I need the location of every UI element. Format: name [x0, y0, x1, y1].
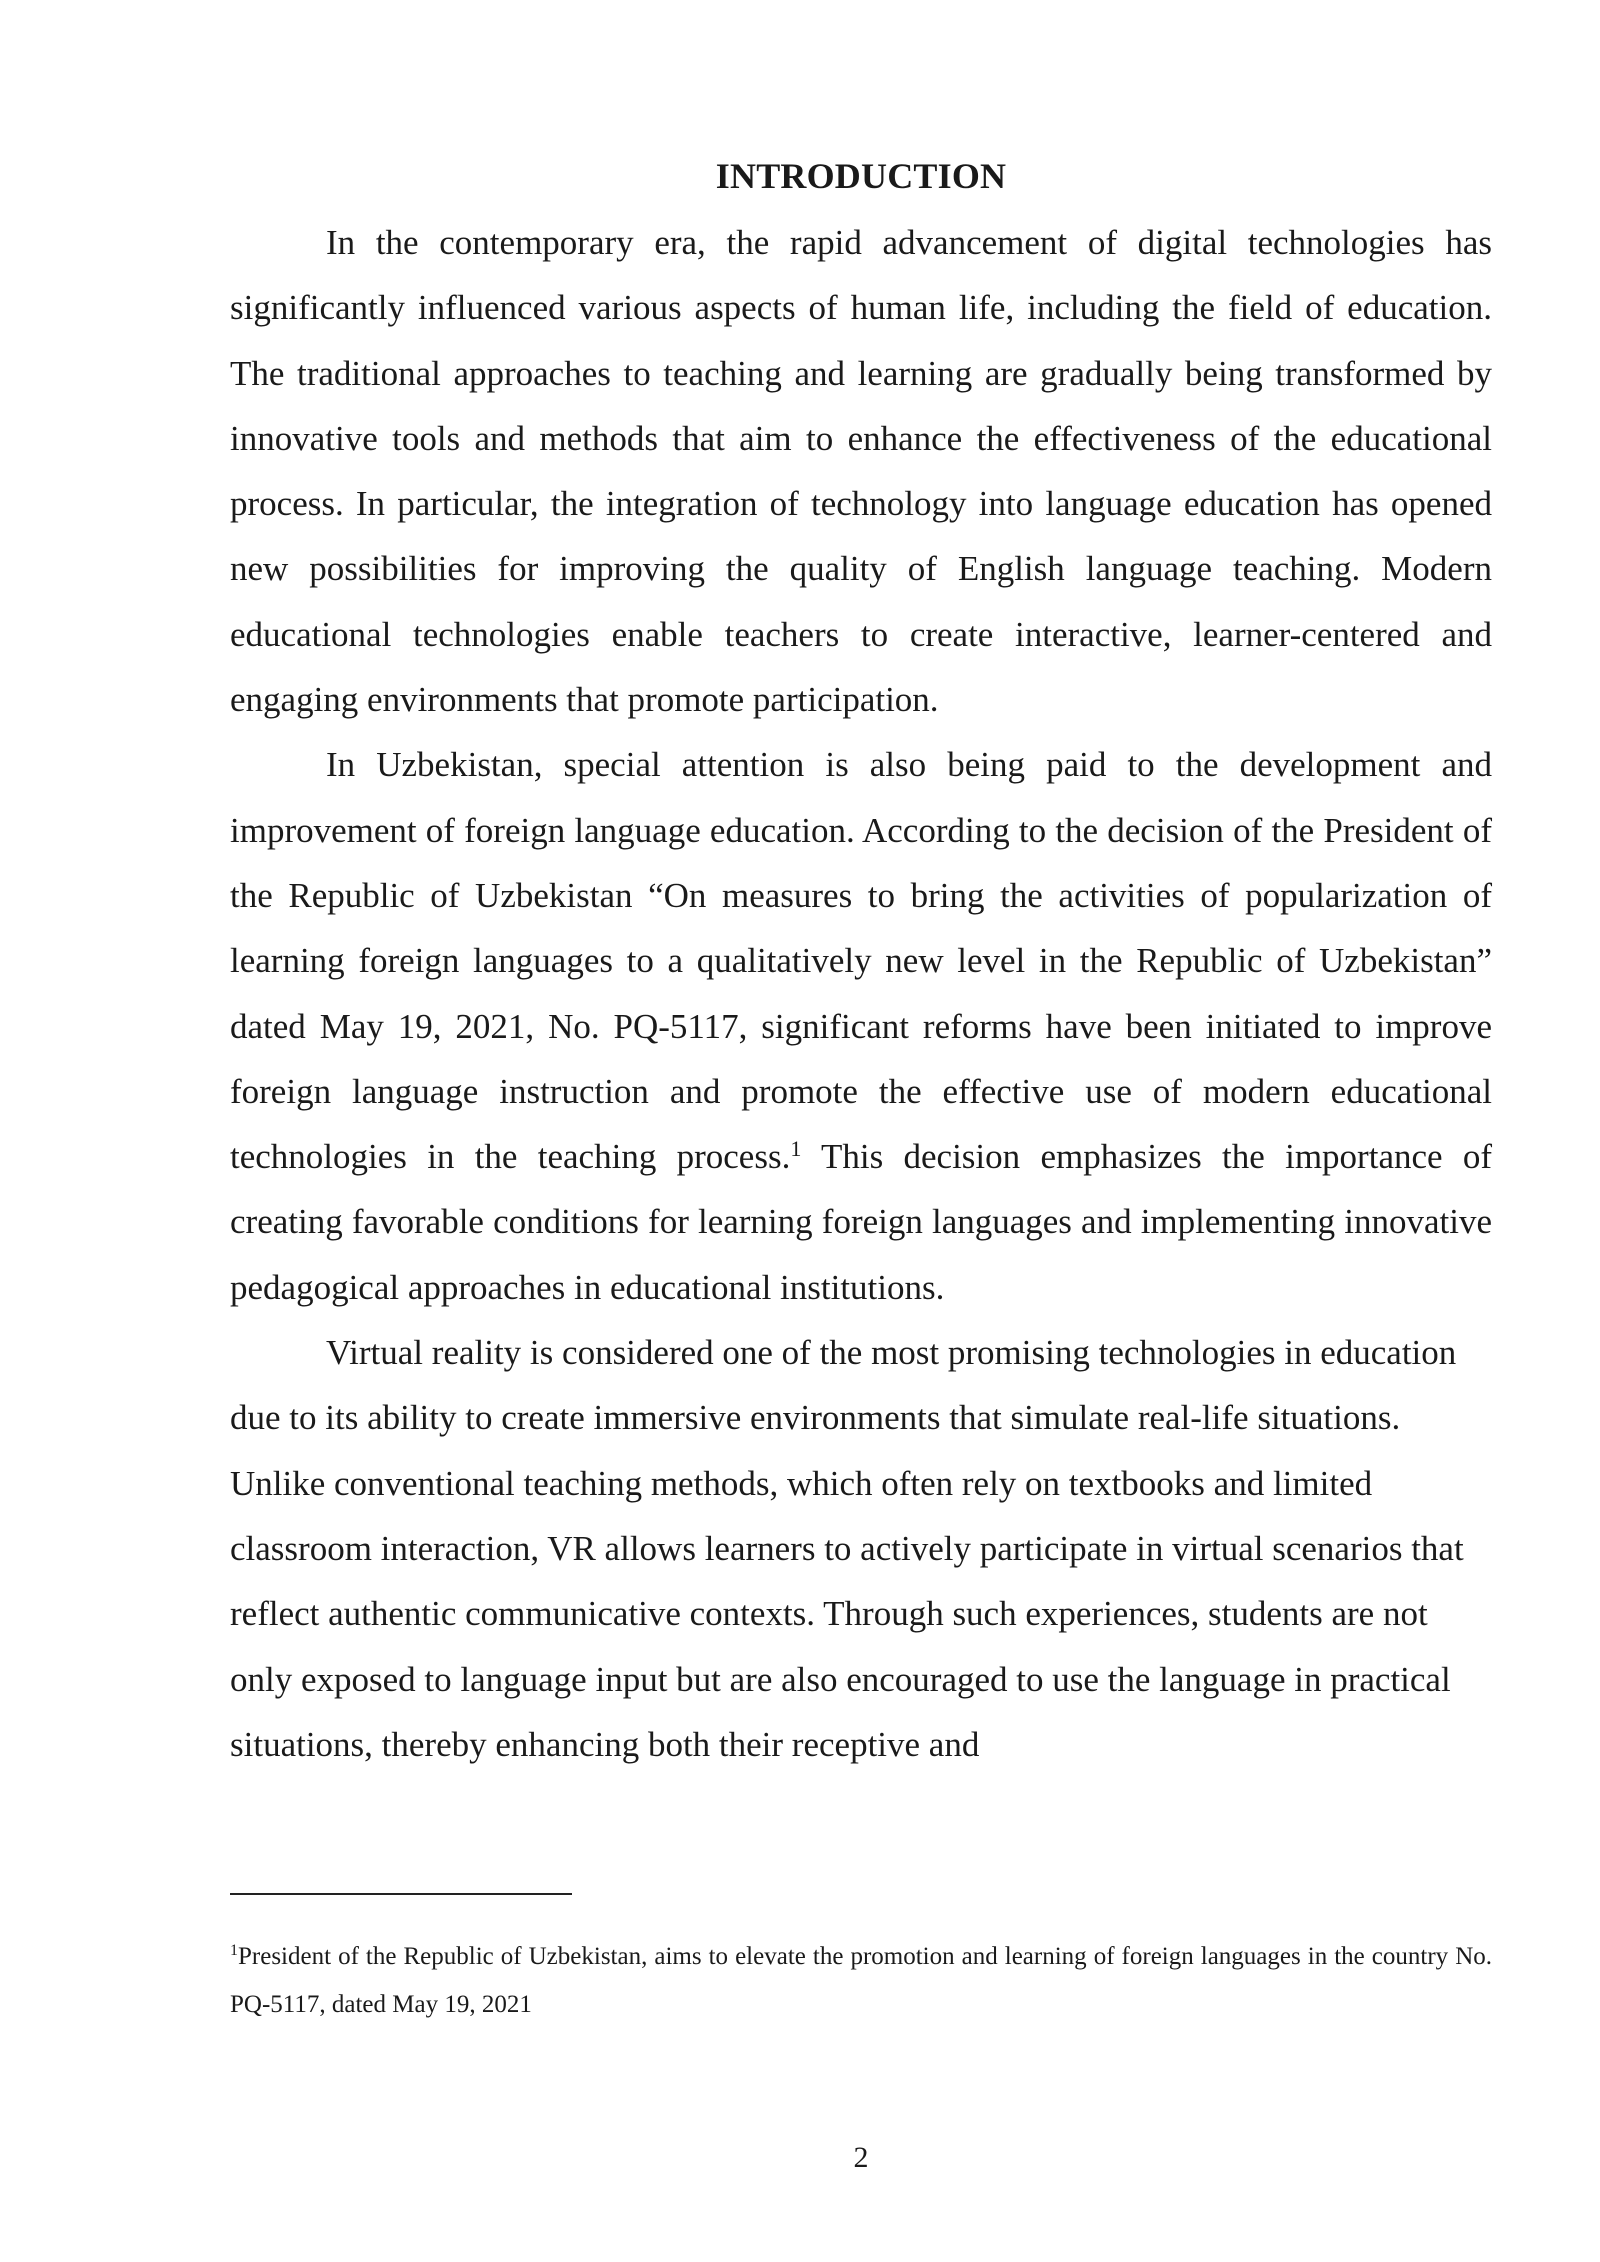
paragraph-uzbekistan	[230, 732, 1492, 1320]
paragraph-uzbekistan-text-after-ref: This decision emphasizes the importance of creating favorable conditions for learning foreign languages and implementing innovative pedagogical approaches in educational institutions.	[230, 1137, 1492, 1307]
footnote-separator	[230, 1893, 572, 1895]
footnote-marker: 1	[230, 1942, 238, 1959]
page-number: 2	[853, 2141, 869, 2174]
paragraph-uzbekistan-text-before-ref: In Uzbekistan, special attention is also being paid to the development and improvement of foreign language education. According to the decision of the President of the Republic of Uzbekistan “On measures to bring the activities of popularization of learning foreign languages to a qualitatively new level in the Republic of Uzbekistan” dated May 19, 2021, No. PQ-5117, significant reforms have been initiated to improve foreign language instruction and promote the effective use of modern educational technologies in the teaching process.	[230, 745, 1492, 1177]
footnote-reference: 1	[790, 1136, 802, 1162]
paragraph-intro: In the contemporary era, the rapid advancement of digital technologies has significantly influenced various aspects of human life, including the field of education. The traditional approaches to teaching and learning are gradually being transformed by innovative tools and methods that aim to enhance the effectiveness of the educational process. In particular, the integration of technology into language education has opened new possibilities for improving the quality of English language teaching. Modern educational technologies enable teachers to create interactive, learner-centered and engaging environments that promote participation.	[230, 223, 1492, 720]
paragraph-virtual-reality: Virtual reality is considered one of the most promising technologies in education due to its ability to create immersive environments that simulate real-life situations. Unlike conventional teaching methods, which often rely on textbooks and limited classroom interaction, VR allows learners to actively participate in virtual scenarios that reflect authentic communicative contexts. Through such experiences, students are not only exposed to language input but are also encouraged to use the language in practical situations, thereby enhancing both their receptive and	[230, 1333, 1464, 1764]
footnote-text: President of the Republic of Uzbekistan, aims to elevate the promotion and learning of foreign languages in the country No. PQ-5117, dated May 19, 2021	[230, 1943, 1492, 2018]
footnote	[230, 1933, 1492, 2029]
section-heading: INTRODUCTION	[715, 156, 1007, 196]
body-text	[230, 210, 1492, 1777]
